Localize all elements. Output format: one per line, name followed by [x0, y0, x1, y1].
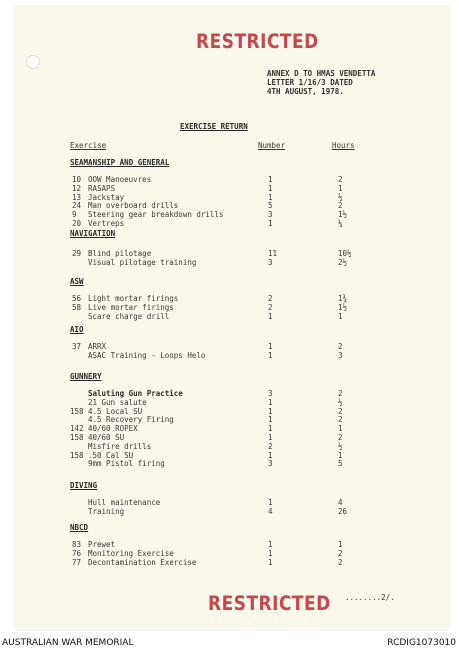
document-title: EXERCISE RETURN [180, 122, 248, 131]
exercise-number: 5 [268, 201, 273, 211]
exercise-hours: 1¾ [338, 294, 348, 303]
exercise-hours: ¼ [338, 219, 343, 228]
section-heading: NAVIGATION [70, 229, 116, 238]
exercise-name: Visual pilotage training [88, 257, 197, 267]
exercise-number: 1 [268, 433, 273, 442]
exercise-name: ARRX [88, 342, 107, 351]
exercise-code: 76 [72, 548, 82, 558]
exercise-hours: 1 [338, 540, 343, 549]
exercise-hours: 2 [338, 342, 343, 351]
exercise-code: 29 [72, 249, 82, 258]
exercise-number: 1 [268, 548, 273, 558]
reference-line-2: LETTER 1/16/3 DATED [267, 78, 353, 87]
section-heading: GUNNERY [70, 372, 102, 381]
exercise-hours: ½ [338, 192, 343, 202]
exercise-number: 1 [268, 219, 273, 228]
exercise-hours: 1½ [338, 302, 348, 312]
document-page [15, 6, 449, 630]
exercise-number: 1 [268, 424, 273, 434]
exercise-name: Steering gear breakdown drills [88, 210, 224, 220]
exercise-code: 158 [70, 433, 84, 442]
exercise-hours: 1 [338, 450, 343, 460]
exercise-code: 12 [72, 183, 82, 193]
exercise-code: 158 [70, 406, 84, 416]
exercise-name: 9mm Pistol firing [88, 459, 165, 469]
exercise-code: 77 [72, 557, 82, 567]
exercise-hours: 1 [338, 183, 343, 193]
exercise-number: 1 [268, 342, 273, 351]
exercise-number: 4 [268, 506, 273, 516]
exercise-hours: 2 [338, 415, 343, 425]
exercise-hours: 2 [338, 557, 343, 567]
exercise-hours: 2 [338, 201, 343, 211]
exercise-code: 9 [72, 210, 77, 220]
exercise-name: Vertreps [88, 219, 125, 228]
exercise-number: 1 [268, 311, 273, 321]
exercise-number: 11 [268, 249, 278, 258]
exercise-name: 40/60 ROPEX [88, 424, 138, 434]
exercise-name: ASAC Training - Loops Helo [88, 350, 206, 360]
exercise-name: Misfire drills [88, 441, 152, 451]
exercise-hours: 4 [338, 498, 343, 507]
exercise-hours: ½ [338, 397, 343, 407]
exercise-hours: 1½ [338, 210, 348, 220]
exercise-number: 1 [268, 498, 273, 507]
exercise-code: 83 [72, 540, 82, 549]
exercise-hours: 2½ [338, 257, 348, 267]
reference-line-1: ANNEX D TO HMAS VENDETTA [267, 69, 376, 78]
section-heading: SEAMANSHIP AND GENERAL [70, 158, 170, 167]
exercise-hours: 2 [338, 389, 343, 398]
exercise-code: 20 [72, 219, 82, 228]
section-heading: AIO [70, 325, 84, 334]
exercise-code: 13 [72, 192, 82, 202]
exercise-hours: 3 [338, 350, 343, 360]
exercise-number: 1 [268, 557, 273, 567]
exercise-name: Monitoring Exercise [88, 548, 174, 558]
exercise-name: Decontamination Exercise [88, 557, 197, 567]
exercise-hours: 2 [338, 433, 343, 442]
restricted-stamp-top: RESTRICTED [196, 30, 319, 54]
exercise-name: Training [88, 506, 125, 516]
exercise-hours: 2 [338, 406, 343, 416]
exercise-code: 24 [72, 201, 82, 211]
archive-name: AUSTRALIAN WAR MEMORIAL [2, 638, 134, 648]
exercise-name: Prewet [88, 540, 116, 549]
exercise-number: 2 [268, 302, 273, 312]
exercise-hours: 10½ [338, 249, 352, 258]
exercise-name: Man overboard drills [88, 201, 179, 211]
punch-hole [26, 55, 40, 69]
exercise-number: 1 [268, 406, 273, 416]
header-hours: Hours [332, 141, 355, 150]
archive-id: RCDIG1073010 [387, 638, 456, 648]
reference-block [267, 69, 375, 96]
exercise-number: 1 [268, 397, 273, 407]
exercise-name: 21 Gun salute [88, 397, 147, 407]
exercise-name: Jackstay [88, 192, 125, 202]
exercise-name: Live mortar firings [88, 302, 174, 312]
exercise-number: 1 [268, 450, 273, 460]
header-exercise: Exercise [70, 141, 107, 150]
exercise-number: 3 [268, 459, 273, 469]
exercise-hours: 1 [338, 424, 343, 434]
exercise-code: 10 [72, 175, 82, 184]
exercise-code: 142 [70, 424, 84, 434]
exercise-number: 3 [268, 257, 273, 267]
exercise-number: 1 [268, 175, 273, 184]
exercise-number: 2 [268, 441, 273, 451]
exercise-number: 3 [268, 389, 273, 398]
exercise-number: 1 [268, 183, 273, 193]
exercise-hours: ½ [338, 441, 343, 451]
exercise-number: 2 [268, 294, 273, 303]
exercise-name: 4.5 Recovery Firing [88, 415, 174, 425]
exercise-name: 40/60 SU [88, 433, 125, 442]
reference-line-3: 4TH AUGUST, 1978. [267, 87, 344, 96]
exercise-code: 56 [72, 294, 82, 303]
exercise-name: Saluting Gun Practice [88, 389, 183, 398]
exercise-name: RASAPS [88, 183, 116, 193]
exercise-hours: 26 [338, 506, 348, 516]
exercise-number: 1 [268, 415, 273, 425]
exercise-hours: 2 [338, 175, 343, 184]
exercise-code: 158 [70, 450, 84, 460]
exercise-name: Light mortar firings [88, 294, 179, 303]
exercise-name: .50 Cal SU [88, 450, 134, 460]
exercise-number: 3 [268, 210, 273, 220]
exercise-name: Scare charge drill [88, 311, 170, 321]
exercise-hours: 1 [338, 311, 343, 321]
exercise-hours: 5 [338, 459, 343, 469]
section-heading: DIVING [70, 481, 98, 490]
continuation-marker: ........2/. [345, 593, 395, 602]
section-heading: NBCD [70, 523, 89, 532]
exercise-code: 58 [72, 302, 82, 312]
exercise-number: 1 [268, 540, 273, 549]
exercise-name: OOW Manoeuvres [88, 175, 152, 184]
archive-footer [0, 635, 459, 653]
exercise-name: Blind pilotage [88, 249, 152, 258]
exercise-code: 37 [72, 342, 82, 351]
section-heading: ASW [70, 277, 84, 286]
exercise-number: 1 [268, 192, 273, 202]
exercise-name: Hull maintenance [88, 498, 161, 507]
restricted-stamp-bottom: RESTRICTED [208, 592, 331, 616]
header-number: Number [258, 141, 286, 150]
exercise-name: 4.5 Local SU [88, 406, 143, 416]
exercise-hours: 2 [338, 548, 343, 558]
exercise-number: 1 [268, 350, 273, 360]
